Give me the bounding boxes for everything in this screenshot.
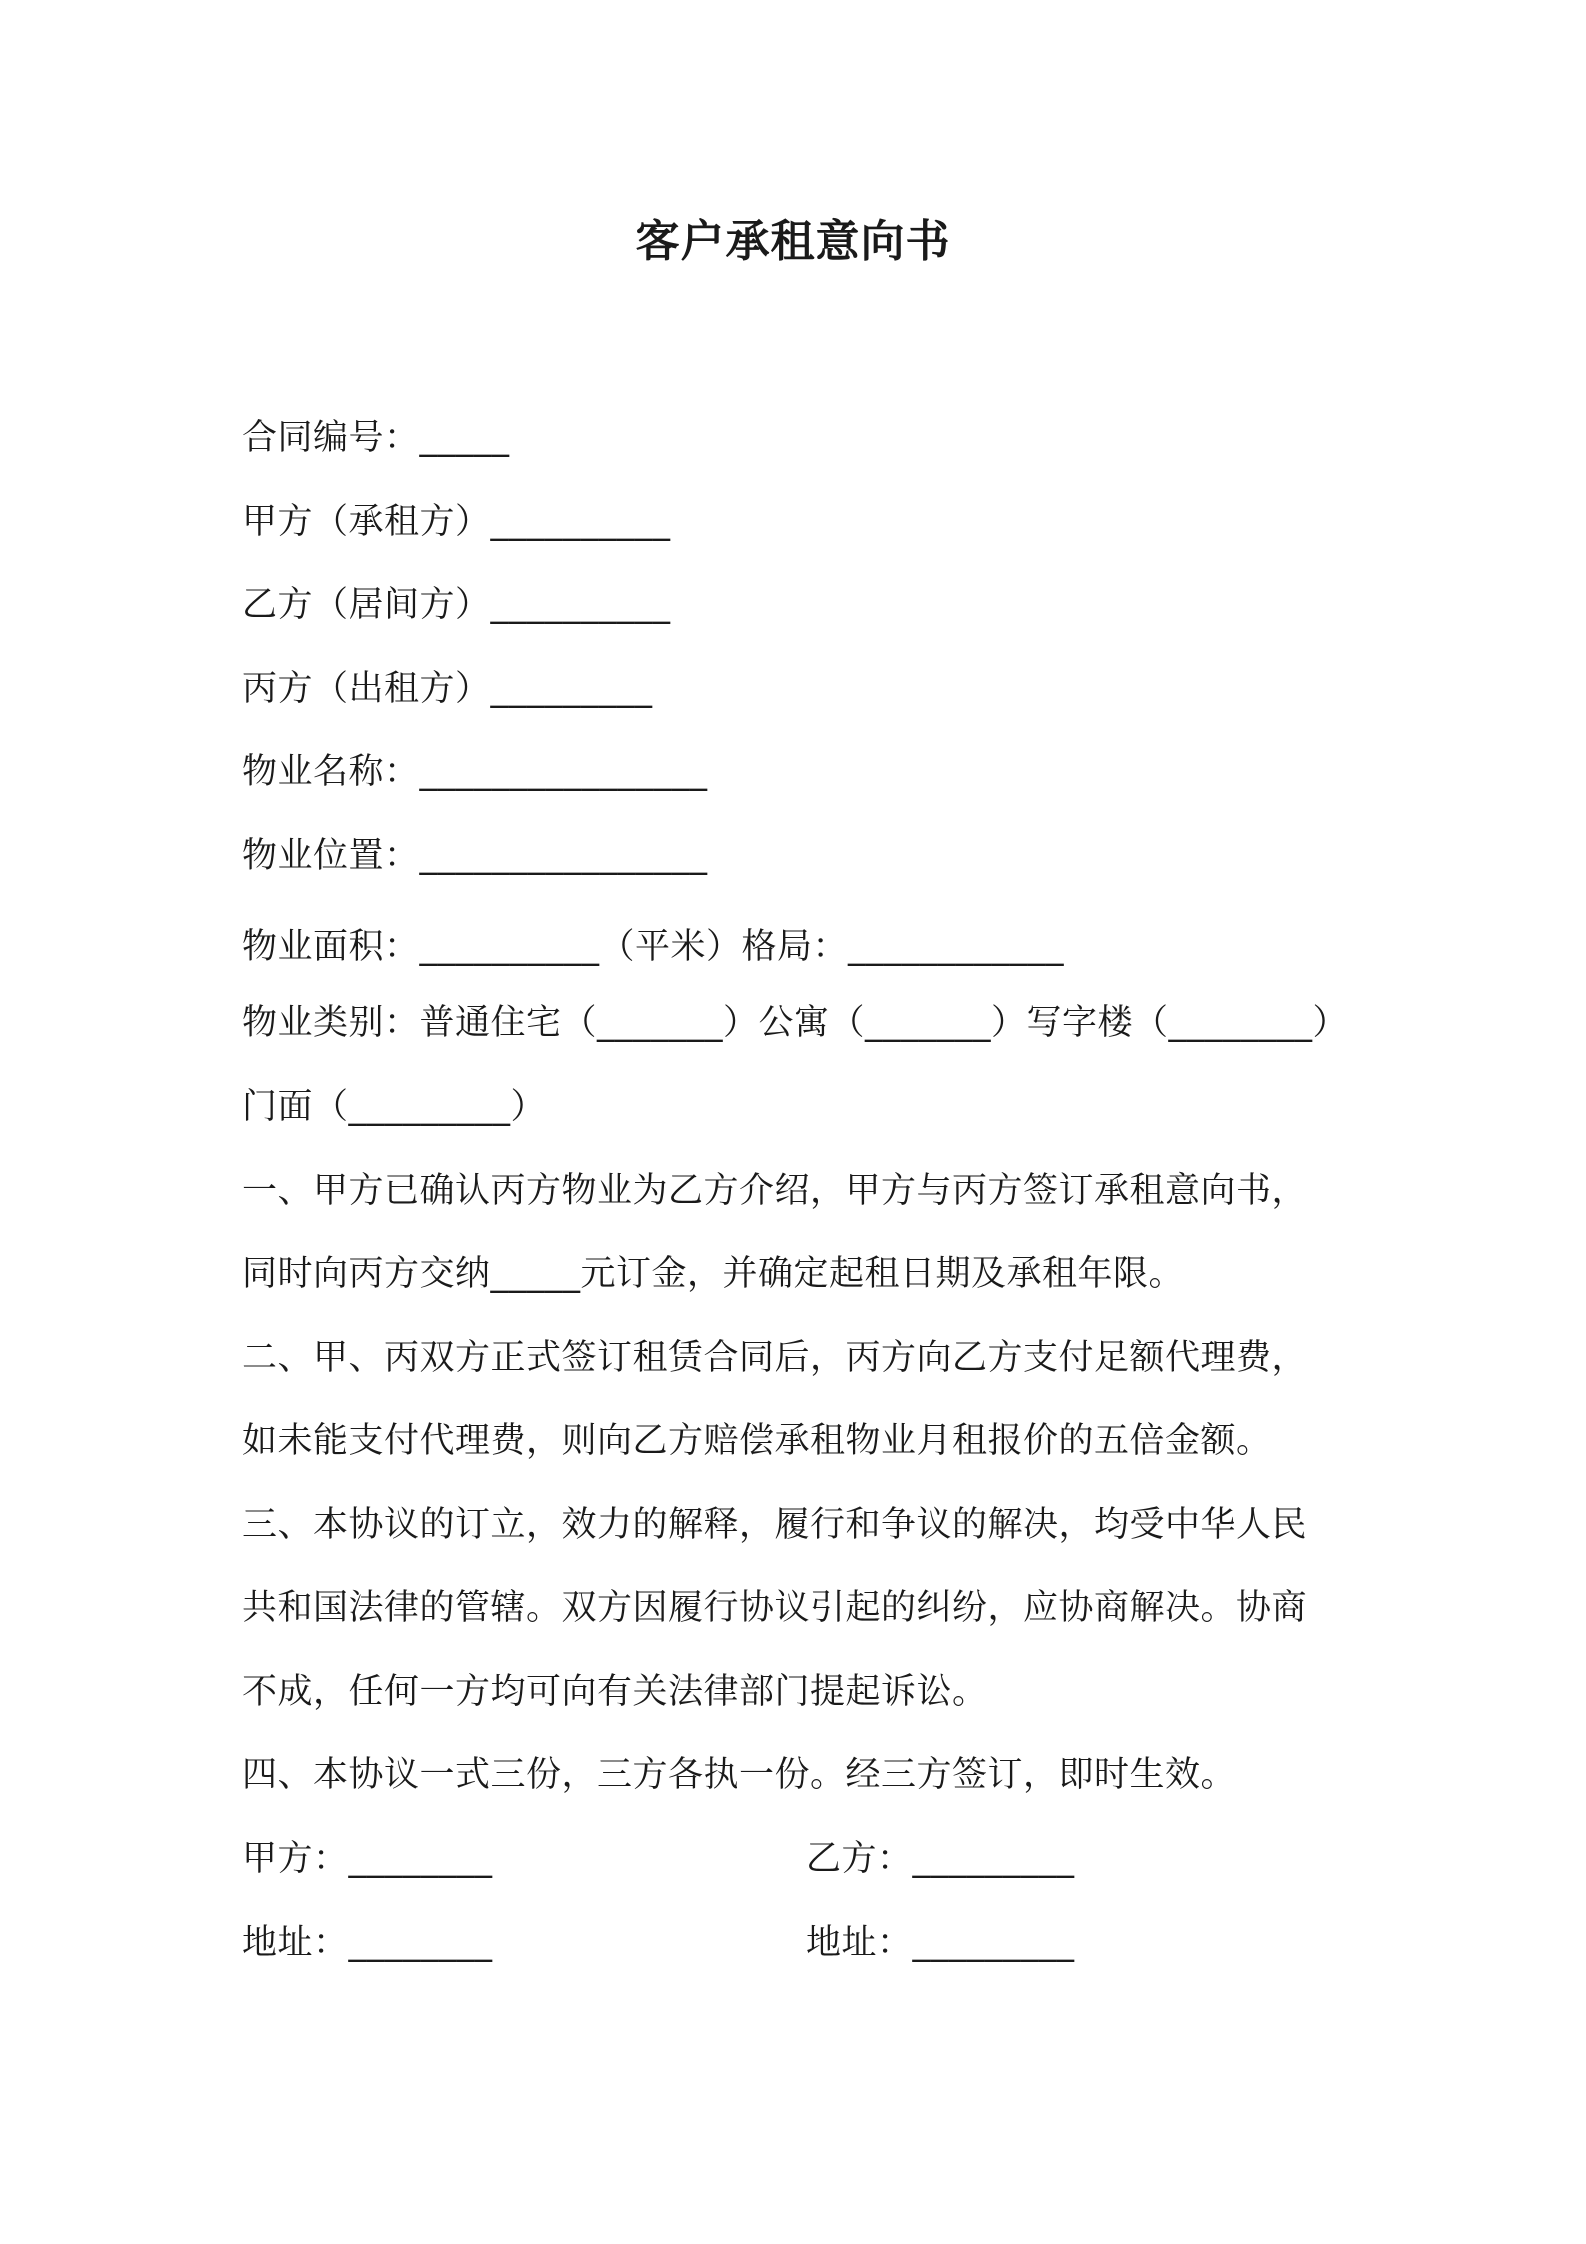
property-type-field: 物业类别：普通住宅（_______）公寓（_______）写字楼（________） — [242, 1003, 1349, 1043]
party-c-field: 丙方（出租方）_________ — [242, 669, 653, 709]
clause-line: 二、甲、丙双方正式签订租赁合同后，丙方向乙方支付足额代理费， — [242, 1338, 1308, 1378]
contract-number-field: 合同编号：_____ — [242, 418, 510, 458]
signature-address-a: 地址：________ — [242, 1923, 493, 1963]
clause-line: 如未能支付代理费，则向乙方赔偿承租物业月租报价的五倍金额。 — [242, 1421, 1272, 1461]
signature-party-b: 乙方：_________ — [806, 1839, 1075, 1879]
clause-line: 不成，任何一方均可向有关法律部门提起诉讼。 — [242, 1672, 988, 1712]
property-name-field: 物业名称：________________ — [242, 752, 708, 792]
property-area-field: 物业面积：__________（平米）格局：____________ — [242, 927, 1065, 967]
clause-line: 同时向丙方交纳_____元订金，并确定起租日期及承租年限。 — [242, 1254, 1185, 1294]
clause-line: 三、本协议的订立，效力的解释，履行和争议的解决，均受中华人民 — [242, 1505, 1308, 1545]
clause-line: 四、本协议一式三份，三方各执一份。经三方签订，即时生效。 — [242, 1755, 1237, 1795]
clause-line: 一、甲方已确认丙方物业为乙方介绍，甲方与丙方签订承租意向书， — [242, 1171, 1308, 1211]
party-b-field: 乙方（居间方）__________ — [242, 585, 671, 625]
storefront-field: 门面（_________） — [242, 1087, 547, 1127]
signature-party-a: 甲方：________ — [242, 1839, 493, 1879]
document-title: 客户承租意向书 — [635, 216, 951, 267]
clause-line: 共和国法律的管辖。双方因履行协议引起的纠纷，应协商解决。协商 — [242, 1588, 1308, 1628]
signature-address-b: 地址：_________ — [806, 1923, 1075, 1963]
property-location-field: 物业位置：________________ — [242, 836, 708, 876]
party-a-field: 甲方（承租方）__________ — [242, 502, 671, 542]
